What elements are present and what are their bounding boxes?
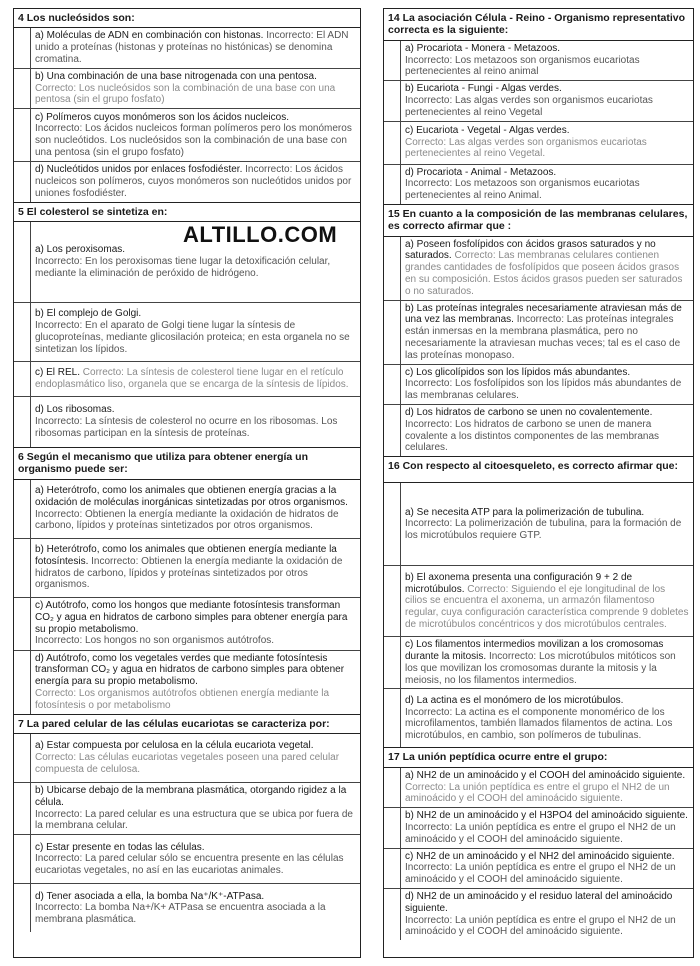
feedback-explanation: Los ácidos nucleicos forman polímeros pero los monómeros son nucleótidos. Los nucleósidos son la combinación de una base con una pentosa (sin el grupo fosfato): [35, 123, 352, 158]
option-text: d) Los hidratos de carbono se unen no covalentemente.: [405, 407, 653, 419]
feedback: [35, 123, 352, 158]
feedback-explanation: La bomba Na+/K+ ATPasa se encuentra asociada a la membrana plasmática.: [35, 902, 326, 926]
question-block: [384, 205, 693, 457]
answer-option: [384, 165, 693, 204]
option-body: [401, 405, 693, 456]
answer-option: [14, 884, 360, 932]
answer-option: [384, 365, 693, 405]
option-gutter: [384, 637, 401, 688]
feedback-explanation: Obtienen la energía mediante la oxidación de hidratos de carbono, lípidos y proteínas sintetizados por otros organismos.: [35, 508, 339, 532]
answer-option: [384, 81, 693, 121]
option-content: [405, 810, 689, 845]
feedback: [35, 902, 326, 925]
option-content: [35, 842, 356, 877]
feedback-explanation: En el aparato de Golgi tiene lugar la síntesis de glucoproteínas, mediante glicosilación proteica; en esta organela no se sintetizan los lípidos.: [35, 320, 350, 355]
option-content: [35, 600, 356, 647]
option-text: a) Moléculas de ADN en combinación con histonas.: [35, 30, 264, 42]
feedback-verdict: Correcto:: [454, 250, 496, 262]
option-gutter: [384, 889, 401, 940]
feedback-verdict: Correcto:: [405, 136, 447, 148]
option-text: a) Estar compuesta por celulosa en la célula eucariota vegetal.: [35, 740, 314, 752]
answer-option: [14, 397, 360, 447]
feedback-explanation: Las membranas celulares contienen grandes cantidades de fosfolípidos que poseen ácidos grasos en su composición. Estos ácidos grasos pueden ser saturados o no saturados.: [405, 250, 683, 297]
option-gutter: [14, 69, 31, 108]
feedback-explanation: Los organismos autótrofos obtienen energía mediante la fotosíntesis o por metabolismo: [35, 688, 330, 711]
option-body: [31, 69, 360, 108]
feedback-explanation: En los peroxisomas tiene lugar la detoxificación celular, mediante la eliminación de peróxido de hidrógeno.: [35, 256, 331, 279]
feedback-verdict: Incorrecto:: [405, 418, 453, 430]
answer-option: [14, 69, 360, 109]
option-gutter: [384, 405, 401, 456]
feedback-explanation: La síntesis de colesterol no ocurre en los ribosomas. Los ribosomas participan en la síntesis de proteínas.: [35, 416, 338, 439]
feedback: [405, 518, 681, 541]
feedback: [35, 509, 339, 532]
option-gutter: [14, 884, 31, 932]
option-gutter: [384, 41, 401, 80]
option-text: c) Eucariota - Vegetal - Algas verdes.: [405, 124, 570, 136]
feedback-explanation: La pared celular es una estructura que se ubica por fuera de la membrana celular.: [35, 808, 353, 832]
question-block: [14, 715, 360, 933]
option-gutter: [14, 222, 31, 302]
feedback: [35, 853, 344, 876]
feedback-verdict: Incorrecto:: [35, 123, 83, 135]
feedback-verdict: Correcto:: [35, 752, 77, 764]
option-gutter: [384, 301, 401, 364]
option-text: a) Los peroxisomas.: [35, 244, 126, 256]
option-gutter: [14, 539, 31, 597]
option-content: [35, 653, 356, 712]
feedback-verdict: Incorrecto:: [405, 914, 453, 926]
answer-option: [384, 301, 693, 365]
option-text: b) NH2 de un aminoácido y el H3PO4 del aminoácido siguiente.: [405, 810, 688, 822]
feedback-verdict: Correcto:: [35, 82, 77, 94]
feedback: [35, 256, 330, 279]
feedback: [405, 822, 676, 845]
option-body: [31, 109, 360, 161]
option-body: [401, 301, 693, 364]
feedback-explanation: La síntesis de colesterol tiene lugar en el retículo endoplasmático liso, organela que se encarga de la síntesis de lípidos.: [35, 367, 349, 390]
feedback: [35, 367, 349, 390]
answer-option: [14, 783, 360, 835]
option-content: [405, 695, 689, 742]
option-text: c) Estar presente en todas las células.: [35, 841, 205, 853]
option-body: [31, 162, 360, 201]
feedback: [35, 416, 337, 439]
feedback-verdict: Incorrecto:: [405, 821, 453, 833]
option-body: [31, 783, 360, 834]
watermark: ALTILLO.COM: [183, 222, 338, 247]
option-body: [31, 734, 360, 782]
option-content: [35, 404, 356, 439]
answer-option: [384, 849, 693, 889]
option-body: [401, 165, 693, 204]
answer-option: [14, 539, 360, 598]
option-gutter: [14, 651, 31, 714]
feedback-verdict: Incorrecto:: [35, 508, 83, 520]
feedback-explanation: La unión peptídica es entre el grupo el NH2 de un aminoácido y el COOH del aminoácido siguiente.: [405, 821, 676, 845]
answer-option: [384, 889, 693, 940]
option-gutter: [14, 783, 31, 834]
feedback-verdict: Incorrecto:: [405, 94, 453, 106]
answer-option: [14, 480, 360, 539]
question-title: 5 El colesterol se sintetiza en:: [14, 203, 360, 222]
feedback: [405, 419, 659, 454]
option-gutter: [384, 237, 401, 300]
option-text: b) Las proteínas integrales necesariamente atraviesan más de una vez las membranas.: [405, 302, 682, 326]
feedback-explanation: La unión peptídica es entre el grupo el NH2 de un aminoácido y el COOH del aminoácido siguiente.: [405, 781, 670, 805]
option-text: c) Polímeros cuyos monómeros son los ácidos nucleicos.: [35, 111, 289, 123]
feedback-verdict: Incorrecto:: [245, 164, 293, 176]
feedback-verdict: Incorrecto:: [405, 518, 453, 530]
answer-option: [14, 598, 360, 651]
option-body: [401, 808, 693, 847]
feedback-verdict: Correcto:: [405, 781, 447, 793]
option-body: [31, 884, 360, 932]
option-content: [35, 71, 356, 106]
feedback-explanation: Los metazoos son organismos eucariotas pertenecientes al reino animal: [405, 54, 640, 78]
option-content: [405, 125, 689, 160]
option-content: [35, 308, 356, 355]
question-block: [14, 9, 360, 203]
option-gutter: [384, 849, 401, 888]
feedback: [35, 752, 339, 775]
feedback-verdict: Incorrecto:: [405, 54, 453, 66]
option-body: [31, 539, 360, 597]
option-text: c) El REL.: [35, 367, 81, 379]
option-gutter: [384, 768, 401, 807]
option-gutter: [14, 397, 31, 447]
option-body: [401, 122, 693, 164]
option-text: b) Eucariota - Fungi - Algas verdes.: [405, 83, 562, 95]
answer-option: [14, 28, 360, 68]
answer-option: [384, 768, 693, 808]
question-title: 17 La unión peptídica ocurre entre el grupo:: [384, 748, 693, 767]
option-text: c) NH2 de un aminoácido y el NH2 del aminoácido siguiente.: [405, 850, 675, 862]
option-text: d) Nucleótidos unidos por enlaces fosfodiéster.: [35, 164, 243, 176]
feedback-explanation: La unión peptídica es entre el grupo el NH2 de un aminoácido y el COOH del aminoácido siguiente.: [405, 914, 676, 938]
feedback: [405, 55, 640, 78]
option-gutter: [384, 483, 401, 565]
feedback-verdict: Incorrecto:: [488, 651, 537, 663]
option-content: [405, 507, 689, 542]
option-text: b) El complejo de Golgi.: [35, 308, 142, 320]
option-content: [35, 891, 356, 926]
question-title: 4 Los nucleósidos son:: [14, 9, 360, 28]
feedback-verdict: Incorrecto:: [405, 706, 453, 718]
feedback-verdict: Correcto:: [467, 583, 509, 595]
option-text: d) Los ribosomas.: [35, 404, 115, 416]
option-gutter: [14, 109, 31, 161]
feedback: [405, 782, 670, 805]
option-body: [401, 849, 693, 888]
option-text: a) Poseen fosfolípidos con ácidos grasos saturados y no saturados.: [405, 238, 656, 262]
feedback-explanation: Los microtúbulos mitóticos son los que movilizan los cromosomas durante la mitosis y la meiosis, no los filamentos intermedios.: [405, 651, 676, 686]
feedback: [405, 95, 653, 118]
feedback: [405, 178, 640, 201]
option-content: [405, 639, 689, 686]
answer-option: [14, 734, 360, 783]
option-content: [35, 244, 356, 279]
feedback-verdict: Incorrecto:: [266, 30, 314, 42]
option-content: [405, 303, 689, 362]
feedback-verdict: Incorrecto:: [405, 862, 453, 874]
question-block: [384, 748, 693, 940]
feedback-verdict: Correcto:: [82, 367, 124, 379]
feedback-explanation: Obtienen la energía mediante la oxidación de hidratos de carbono, lípidos y proteínas sintetizados por otros organismos.: [35, 555, 343, 591]
feedback-explanation: Los hongos no son organismos autótrofos.: [85, 635, 275, 647]
answer-option: [384, 689, 693, 747]
option-content: [35, 740, 356, 775]
feedback: [35, 809, 353, 832]
feedback-verdict: Incorrecto:: [405, 378, 453, 390]
option-text: b) Heterótrofo, como los animales que obtienen energía mediante la fotosíntesis.: [35, 544, 337, 567]
option-body: [31, 28, 360, 67]
answer-option: [14, 835, 360, 884]
option-content: [405, 167, 689, 202]
option-text: a) NH2 de un aminoácido y el COOH del aminoácido siguiente.: [405, 769, 686, 781]
answer-option: [384, 637, 693, 689]
feedback-explanation: Los ácidos nucleicos son polímeros, cuyos monómeros son nucleótidos unidos por uniones fosfodiéster.: [35, 164, 352, 199]
option-content: [405, 83, 689, 118]
option-body: [31, 480, 360, 538]
option-body: [31, 362, 360, 396]
question-block: [384, 457, 693, 748]
answer-option: [14, 651, 360, 714]
feedback-verdict: Incorrecto:: [91, 555, 139, 567]
feedback-verdict: Incorrecto:: [35, 808, 83, 820]
option-content: [405, 572, 689, 631]
feedback: [35, 688, 329, 711]
option-body: [31, 598, 360, 650]
feedback-explanation: Las proteínas integrales están inmersas en la membrana plasmática, pero no necesariamente la atraviesan muchas veces; tal es el caso de las proteínas monopaso.: [405, 314, 681, 361]
answer-option: [384, 122, 693, 165]
answer-option: [384, 41, 693, 81]
option-content: [405, 367, 689, 402]
answer-option: [384, 483, 693, 566]
option-text: d) Procariota - Animal - Metazoos.: [405, 166, 557, 178]
feedback-explanation: Las algas verdes son organismos eucariotas pertenecientes al reino Vegetal: [405, 94, 653, 118]
option-text: c) Los glicolípidos son los lípidos más abundantes.: [405, 366, 631, 378]
option-gutter: [384, 566, 401, 636]
feedback-explanation: Los nucleósidos son la combinación de una base con una pentosa (sin el grupo fosfato): [35, 82, 336, 106]
option-body: [31, 835, 360, 883]
feedback-verdict: Incorrecto:: [35, 902, 83, 914]
option-content: [405, 43, 689, 78]
feedback-explanation: El ADN unido a proteínas (histonas y proteínas no histónicas) se denomina cromatina.: [35, 30, 349, 65]
feedback-verdict: Incorrecto:: [516, 314, 564, 326]
option-content: [35, 30, 356, 65]
option-content: [405, 851, 689, 886]
option-text: c) Los filamentos intermedios movilizan a los cromosomas durante la mitosis.: [405, 639, 664, 663]
option-text: d) Autótrofo, como los vegetales verdes que mediante fotosíntesis transforman CO₂ y agua en hidratos de carbono simples para obtener energía para su propio metabolismo.: [35, 652, 345, 688]
option-gutter: [384, 165, 401, 204]
option-gutter: [14, 835, 31, 883]
option-content: [405, 407, 689, 454]
feedback-verdict: Incorrecto:: [35, 635, 83, 647]
option-gutter: [14, 162, 31, 201]
feedback-explanation: Los fosfolípidos son los lípidos más abundantes de las membranas celulares.: [405, 378, 682, 402]
option-content: [405, 239, 689, 298]
feedback-verdict: Incorrecto:: [35, 853, 83, 865]
right-column: [383, 8, 694, 958]
option-text: d) La actina es el monómero de los microtúbulos.: [405, 694, 624, 706]
feedback-verdict: Incorrecto:: [35, 320, 83, 332]
feedback-explanation: La actina es el componente monomérico de los microfilamentos, también llamados filamentos de actina. Los microtúbulos, en cambio, son polímeros de tubulinas.: [405, 706, 673, 742]
question-title: 7 La pared celular de las células eucariotas se caracteriza por:: [14, 715, 360, 734]
option-text: d) NH2 de un aminoácido y el residuo lateral del aminoácido siguiente.: [405, 890, 673, 914]
option-content: [35, 785, 356, 832]
option-body: [401, 768, 693, 807]
option-content: [35, 485, 356, 532]
feedback-explanation: Las células eucariotas vegetales poseen una pared celular compuesta de celulosa.: [35, 752, 340, 775]
option-body: [31, 303, 360, 361]
feedback-verdict: Incorrecto:: [35, 256, 83, 268]
option-content: [35, 164, 356, 199]
feedback-explanation: Los metazoos son organismos eucariotas pertenecientes al reino Animal.: [405, 178, 640, 202]
option-gutter: [14, 362, 31, 396]
question-block: [14, 448, 360, 715]
option-gutter: [14, 734, 31, 782]
feedback-verdict: Correcto:: [35, 688, 77, 700]
option-gutter: [14, 480, 31, 538]
option-body: [401, 689, 693, 747]
option-gutter: [384, 81, 401, 120]
answer-option: [14, 162, 360, 201]
option-content: [405, 770, 689, 805]
feedback-verdict: Incorrecto:: [405, 178, 453, 190]
option-text: a) Procariota - Monera - Metazoos.: [405, 42, 561, 54]
feedback: [405, 915, 676, 938]
feedback: [35, 320, 350, 355]
option-body: [401, 237, 693, 300]
option-text: a) Heterótrofo, como los animales que obtienen energía gracias a la oxidación de moléculas inorgánicas sintetizadas por otros organismos.: [35, 485, 348, 508]
option-body: [401, 889, 693, 940]
feedback: [405, 862, 676, 885]
option-text: b) El axonema presenta una configuración 9 + 2 de microtúbulos.: [405, 571, 633, 595]
answer-option: [14, 362, 360, 397]
option-body: [401, 637, 693, 688]
feedback: [405, 137, 647, 160]
option-gutter: [384, 122, 401, 164]
option-text: a) Se necesita ATP para la polimerización de tubulina.: [405, 506, 645, 518]
option-text: b) Ubicarse debajo de la membrana plasmática, otorgando rigidez a la célula.: [35, 785, 347, 808]
option-gutter: [384, 808, 401, 847]
question-block: [384, 9, 693, 205]
option-body: [401, 41, 693, 80]
option-content: [405, 891, 689, 938]
option-text: d) Tener asociada a ella, la bomba Na⁺/K⁺-ATPasa.: [35, 890, 265, 902]
feedback-explanation: La polimerización de tubulina, para la formación de los microtúbulos requiere GTP.: [405, 518, 682, 542]
option-gutter: [14, 28, 31, 67]
answer-option: [384, 808, 693, 848]
option-content: [35, 112, 356, 159]
option-body: [401, 81, 693, 120]
option-text: b) Una combinación de una base nitrogenada con una pentosa.: [35, 70, 317, 82]
option-body: [401, 365, 693, 404]
feedback-explanation: Las algas verdes son organismos eucariotas pertenecientes al reino Vegetal.: [405, 136, 647, 160]
feedback-explanation: La pared celular sólo se encuentra presente en las células eucariotas vegetales, no así en las eucariotas animales.: [35, 853, 344, 877]
question-title: 14 La asociación Célula - Reino - Organismo representativo correcta es la siguiente:: [384, 9, 693, 41]
answer-option: [384, 237, 693, 301]
answer-option: [384, 405, 693, 456]
option-content: [35, 367, 356, 391]
feedback-explanation: Siguiendo el eje longitudinal de los cilios se encuentra el axonema, un armazón filamentoso regular, cuya configuración característica comprende 9 dobletes de microtúbulos concéntricos y dos microtúbulos centrales.: [405, 583, 689, 630]
question-title: 16 Con respecto al citoesqueleto, es correcto afirmar que:: [384, 457, 693, 483]
option-gutter: [384, 689, 401, 747]
option-body: [31, 651, 360, 714]
answer-option: [384, 566, 693, 637]
option-content: [35, 544, 356, 591]
option-gutter: [14, 598, 31, 650]
feedback-explanation: Los hidratos de carbono se unen de manera covalente a los distintos componentes de las membranas celulares.: [405, 418, 660, 454]
feedback-verdict: Incorrecto:: [35, 416, 83, 428]
option-gutter: [384, 365, 401, 404]
feedback-explanation: La unión peptídica es entre el grupo el NH2 de un aminoácido y el COOH del aminoácido siguiente.: [405, 862, 676, 886]
option-gutter: [14, 303, 31, 361]
option-body: [401, 483, 693, 565]
option-body: [401, 566, 693, 636]
question-title: 15 En cuanto a la composición de las membranas celulares, es correcto afirmar que :: [384, 205, 693, 237]
answer-option: [14, 109, 360, 162]
answer-option: [14, 303, 360, 362]
feedback: [35, 83, 335, 106]
feedback: [405, 707, 672, 742]
feedback: [35, 635, 274, 646]
left-column: [13, 8, 361, 958]
question-title: 6 Según el mecanismo que utiliza para obtener energía un organismo puede ser:: [14, 448, 360, 480]
option-body: [31, 397, 360, 447]
feedback: [405, 378, 681, 401]
option-text: c) Autótrofo, como los hongos que mediante fotosíntesis transforman CO₂ y agua en hidratos de carbono simples para obtener energía para su propio metabolismo.: [35, 600, 348, 635]
